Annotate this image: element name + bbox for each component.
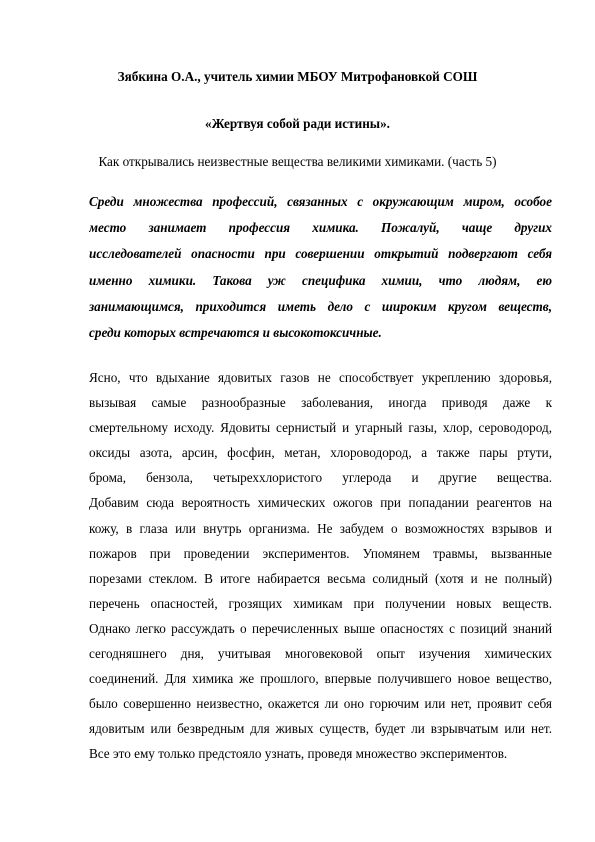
article-subtitle: Как открывались неизвестные вещества великими химиками. (часть 5)	[98, 154, 497, 169]
intro-line: Среди множества профессий, связанных с окружающим миром, особое	[89, 194, 552, 209]
author-line: Зябкина О.А., учитель химии МБОУ Митрофановкой СОШ	[117, 69, 478, 84]
intro-line: занимающимся, приходится иметь дело с широким кругом веществ,	[89, 298, 552, 314]
body-line: оксиды азота, арсин, фосфин, метан, хлороводород, а также пары ртути,	[89, 445, 552, 461]
body-line: Однако легко рассуждать о перечисленных выше опасностях с позиций знаний	[89, 620, 552, 636]
body-line: перечень опасностей, грозящих химикам при получении новых веществ.	[89, 595, 552, 611]
article-title: «Жертвуя собой ради истины».	[205, 116, 390, 131]
body-line: было совершенно неизвестно, окажется ли оно горючим или нет, проявит себя	[89, 696, 552, 712]
body-line: смертельному исходу. Ядовиты сернистый и угарный газы, хлор, сероводород,	[89, 420, 552, 436]
body-paragraph	[89, 370, 552, 772]
body-line: соединений. Для химика же прошлого, впервые получившего новое вещество,	[89, 671, 552, 687]
body-line: Все это ему только предстояло узнать, проведя множество экспериментов.	[89, 746, 508, 762]
body-line: вызывая самые разнообразные заболевания, иногда приводя даже к	[89, 395, 552, 411]
body-line: порезами стеклом. В итоге набирается весьма солидный (хотя и не полный)	[89, 570, 552, 586]
body-line: ядовитым или безвредным для живых существ, будет ли взрывчатым или нет.	[89, 721, 552, 737]
intro-line: место занимает профессия химика. Пожалуй, чаще других	[89, 220, 552, 236]
body-line: кожу, в глаза или внутрь организма. Не забудем о возможностях взрывов и	[89, 520, 552, 536]
intro-line: исследователей опасности при совершении открытий подвергают себя	[89, 246, 552, 262]
body-line: брома, бензола, четыреххлористого углерода и другие вещества.	[89, 470, 552, 486]
intro-line: среди которых встречаются и высокотоксичные.	[89, 324, 382, 340]
body-line: сегодняшнего дня, учитывая многовековой опыт изучения химических	[89, 646, 552, 662]
body-line: Ясно, что вдыхание ядовитых газов не способствует укреплению здоровья,	[89, 370, 552, 385]
body-line: пожаров при проведении экспериментов. Упомянем травмы, вызванные	[89, 545, 552, 561]
body-line: Добавим сюда вероятность химических ожогов при попадании реагентов на	[89, 495, 552, 511]
intro-paragraph	[89, 194, 552, 351]
intro-line: именно химики. Такова уж специфика химии, что людям, ею	[89, 272, 552, 288]
